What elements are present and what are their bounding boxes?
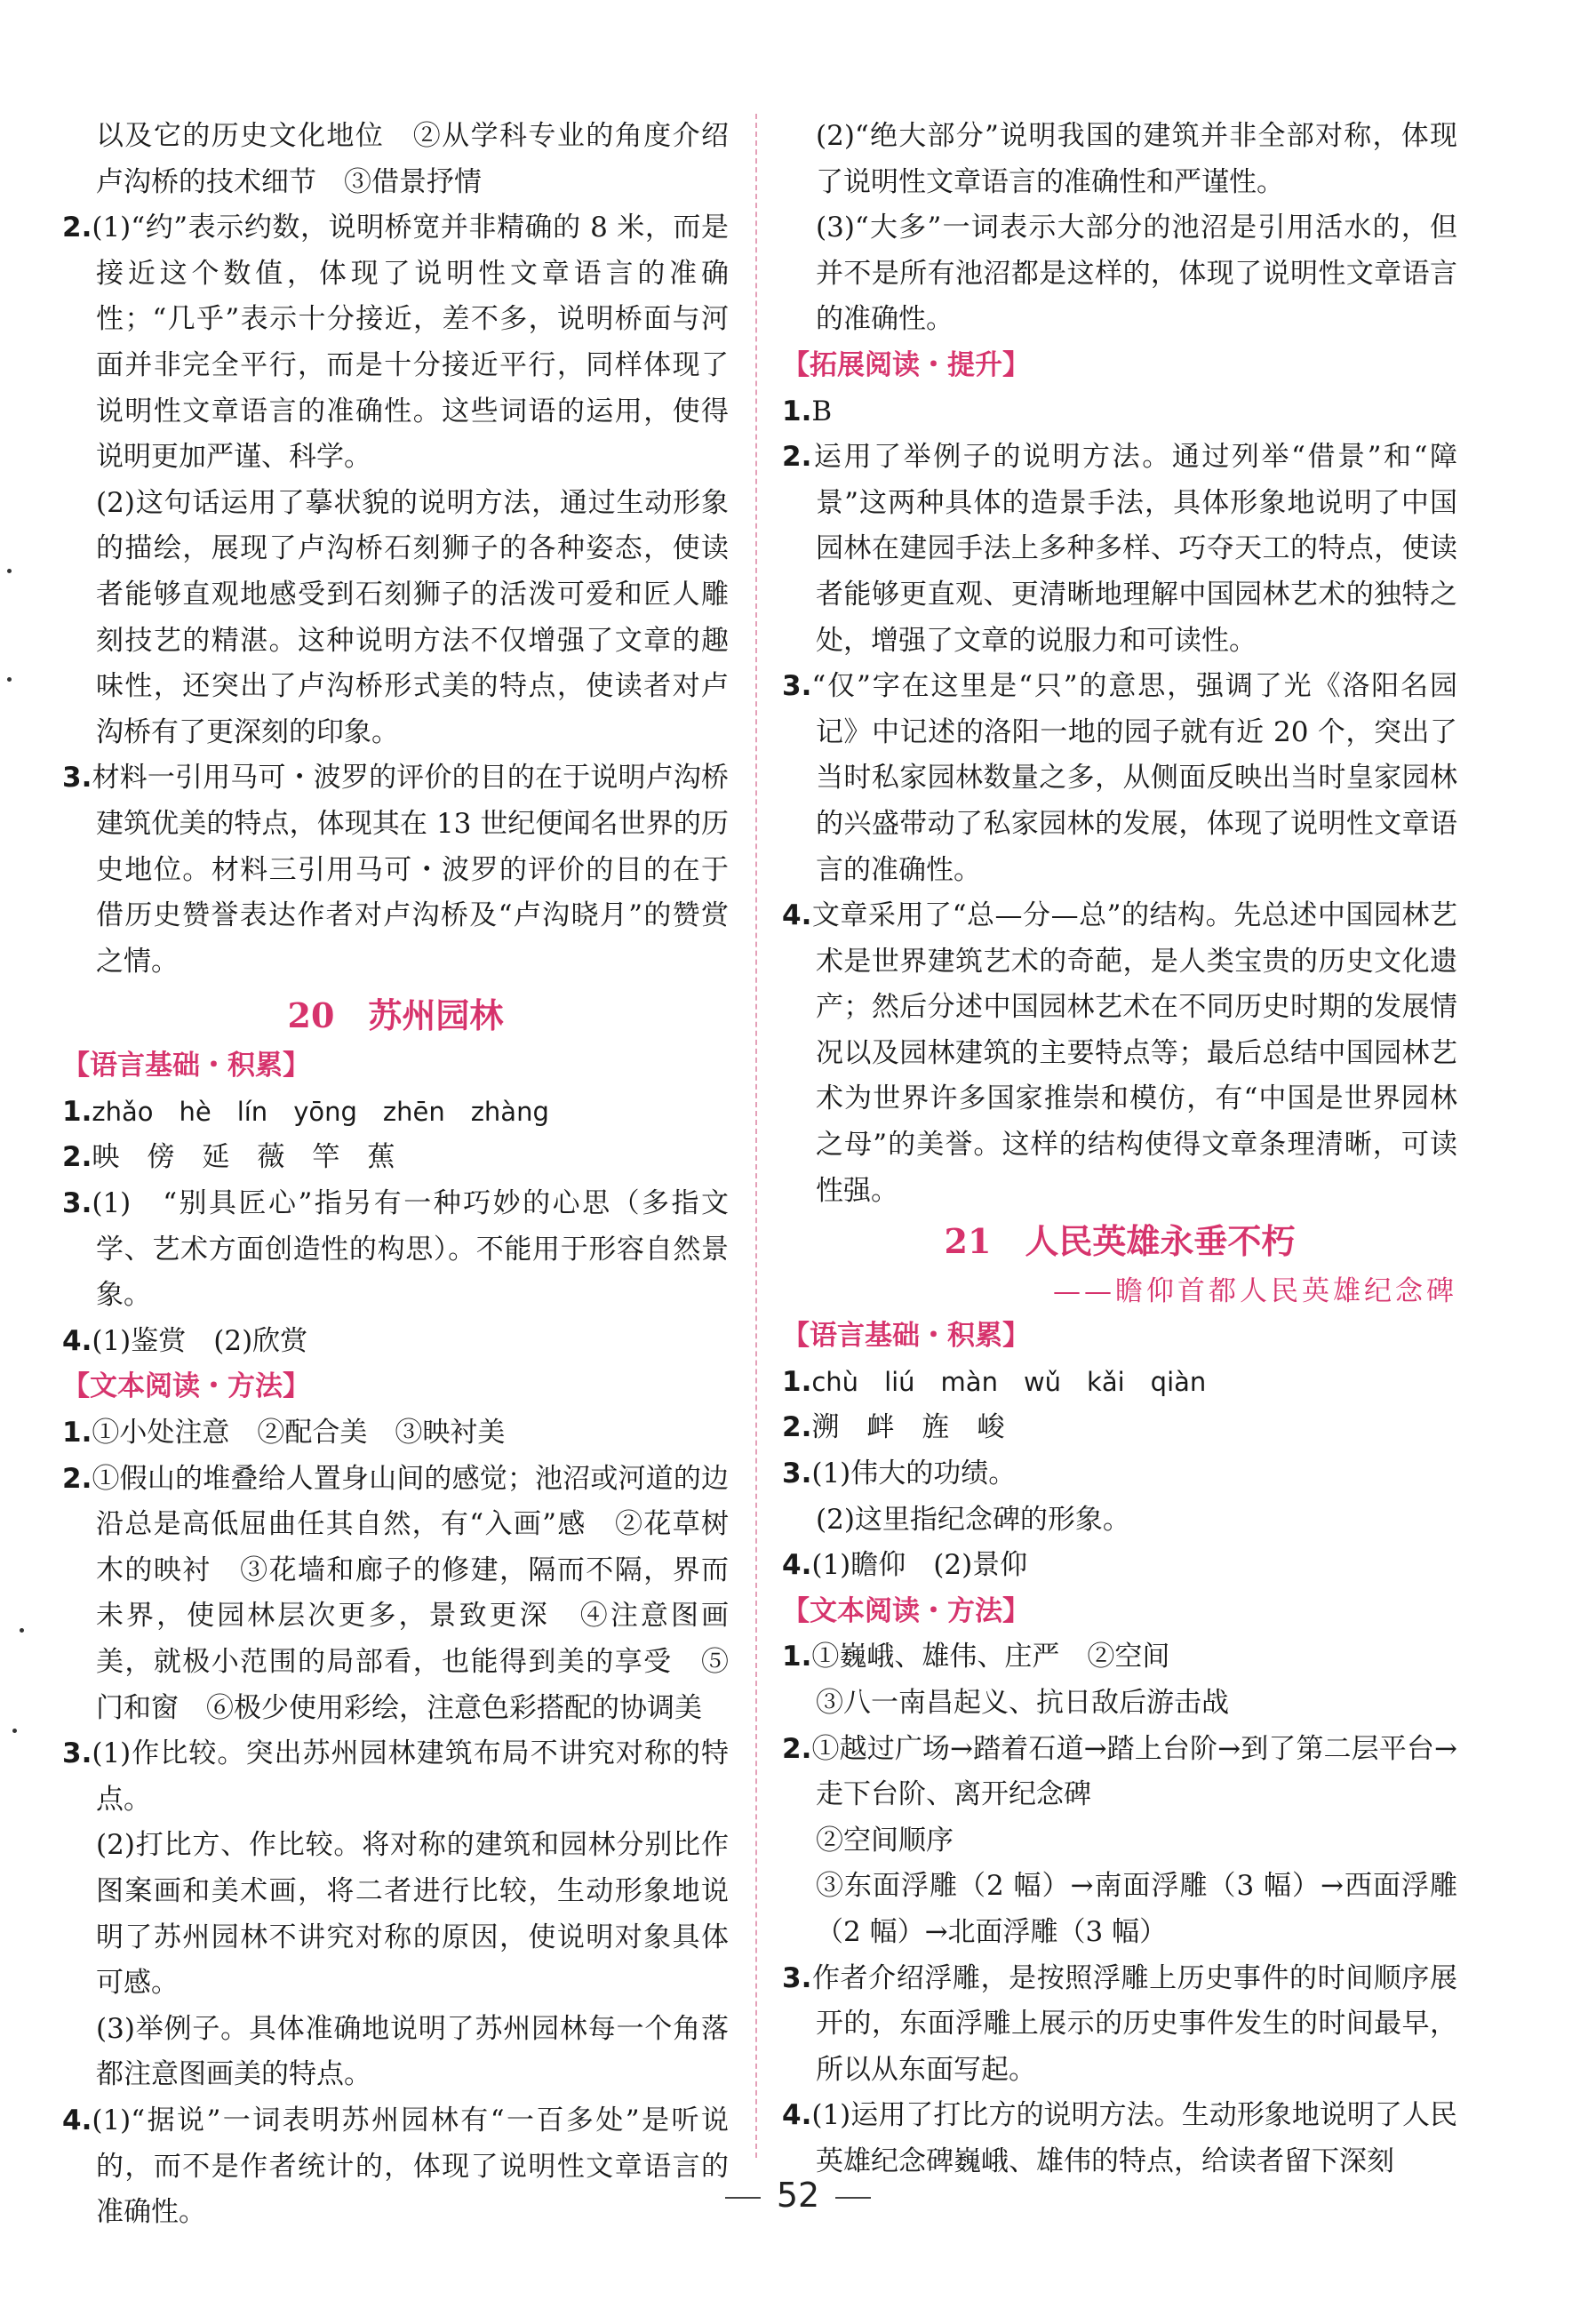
answer-item: 2.①越过广场→踏着石道→踏上台阶→到了第二层平台→走下台阶、离开纪念碑 — [782, 1732, 1457, 1811]
answer-item: 3.材料一引用马可・波罗的评价的目的在于说明卢沟桥建筑优美的特点，体现其在 13 世纪便闻名世界的历史地位。材料三引用马可・波罗的评价的目的在于借历史赞誉表达作者对卢沟桥及“卢沟晓月”的赞赏之情。 — [62, 762, 729, 978]
answer-subitem: ③八一南昌起义、抗日敌后游击战 — [816, 1687, 1229, 1719]
answer-item: 1.B — [782, 395, 833, 427]
answer-item: 1.①巍峨、雄伟、庄严 ②空间 — [782, 1641, 1170, 1673]
page-footer — [0, 2176, 1596, 2215]
answer-item: 4.(1)“据说”一词表明苏州园林有“一百多处”是听说的，而不是作者统计的，体现了说明性文章语言的准确性。 — [62, 2104, 729, 2229]
scan-speck — [20, 1628, 24, 1633]
section-heading: 【拓展阅读・提升】 — [782, 348, 1030, 381]
page-number: 52 — [776, 2176, 820, 2215]
footer-dash — [835, 2197, 871, 2199]
answer-item: 1.zhǎo hè lín yōng zhēn zhàng — [62, 1095, 549, 1128]
lesson-title: 20 苏州园林 — [287, 995, 504, 1036]
answer-item: 2.溯 衅 旌 峻 — [782, 1411, 1005, 1444]
answer-item: 1.chù liú màn wǔ kǎi qiàn — [782, 1365, 1207, 1398]
answer-item: 4.(1)运用了打比方的说明方法。生动形象地说明了人民英雄纪念碑巍峨、雄伟的特点，给读者留下深刻 — [782, 2099, 1457, 2177]
answer-subitem: (3)举例子。具体准确地说明了苏州园林每一个角落都注意图画美的特点。 — [96, 2012, 729, 2091]
answer-subitem: (2)这句话运用了摹状貌的说明方法，通过生动形象的描绘，展现了卢沟桥石刻狮子的各种姿态，使读者能够直观地感受到石刻狮子的活泼可爱和匠人雕刻技艺的精湛。这种说明方法不仅增强了文章的趣味性，还突出了卢沟桥形式美的特点，使读者对卢沟桥有了更深刻的印象。 — [96, 486, 729, 748]
section-heading: 【语言基础・积累】 — [782, 1320, 1030, 1353]
section-heading: 【文本阅读・方法】 — [62, 1370, 310, 1403]
answer-continuation: 以及它的历史文化地位 ②从学科专业的角度介绍卢沟桥的技术细节 ③借景抒情 — [96, 120, 729, 198]
scan-speck — [12, 1729, 17, 1733]
lesson-title: 21 人民英雄永垂不朽 — [944, 1221, 1296, 1262]
section-heading: 【文本阅读・方法】 — [782, 1594, 1030, 1627]
answer-subitem: (2)“绝大部分”说明我国的建筑并非全部对称，体现了说明性文章语言的准确性和严谨性。 — [816, 120, 1457, 198]
answer-item: 2.运用了举例子的说明方法。通过列举“借景”和“障景”这两种具体的造景手法，具体形象地说明了中国园林在建园手法上多种多样、巧夺天工的特点，使读者能够更直观、更清晰地理解中国园林艺术的独特之处，增强了文章的说服力和可读性。 — [782, 441, 1457, 657]
answer-item: 4.文章采用了“总—分—总”的结构。先总述中国园林艺术是世界建筑艺术的奇葩，是人类宝贵的历史文化遗产；然后分述中国园林艺术在不同历史时期的发展情况以及园林建筑的主要特点等；最后总结中国园林艺术为世界许多国家推崇和模仿，有“中国是世界园林之母”的美誉。这样的结构使得文章条理清晰，可读性强。 — [782, 899, 1457, 1207]
answer-item: 1.①小处注意 ②配合美 ③映衬美 — [62, 1417, 506, 1449]
answer-item: 2.(1)“约”表示约数，说明桥宽并非精确的 8 米，而是接近这个数值，体现了说明性文章语言的准确性；“几乎”表示十分接近，差不多，说明桥面与河面并非完全平行，而是十分接近平行，同样体现了说明性文章语言的准确性。这些词语的运用，使得说明更加严谨、科学。 — [62, 212, 729, 474]
right-column — [782, 114, 1457, 2185]
lesson-subtitle: ——瞻仰首都人民英雄纪念碑 — [1053, 1275, 1457, 1308]
answer-item: 3.(1)伟大的功绩。 — [782, 1457, 1017, 1490]
answer-subitem: (3)“大多”一词表示大部分的池沼是引用活水的，但并不是所有池沼都是这样的，体现了说明性文章语言的准确性。 — [816, 212, 1457, 336]
answer-item: 2.映 傍 延 薇 竿 蕉 — [62, 1141, 395, 1174]
answer-subitem: (2)这里指纪念碑的形象。 — [816, 1503, 1130, 1536]
answer-item: 2.①假山的堆叠给人置身山间的感觉；池沼或河道的边沿总是高低屈曲任其自然，有“入画”感 ②花草树木的映衬 ③花墙和廊子的修建，隔而不隔，界而未界，使园林层次更多，景致更深 ④注意图画美，就极小范围的局部看，也能得到美的享受 ⑤门和窗 ⑥极少使用彩绘，注意色彩搭配的协调美 — [62, 1462, 729, 1724]
answer-item: 4.(1)瞻仰 (2)景仰 — [782, 1549, 1028, 1582]
answer-subitem: (2)打比方、作比较。将对称的建筑和园林分别比作图案画和美术画，将二者进行比较，生动形象地说明了苏州园林不讲究对称的原因，使说明对象具体可感。 — [96, 1829, 729, 2000]
answer-subitem: ③东面浮雕（2 幅）→南面浮雕（3 幅）→西面浮雕（2 幅）→北面浮雕（3 幅） — [816, 1870, 1457, 1948]
answer-item: 4.(1)鉴赏 (2)欣赏 — [62, 1324, 308, 1357]
column-divider — [755, 114, 757, 2158]
left-column — [62, 114, 729, 2236]
answer-item: 3.(1)作比较。突出苏州园林建筑布局不讲究对称的特点。 — [62, 1737, 729, 1816]
answer-subitem: ②空间顺序 — [816, 1824, 954, 1857]
answer-item: 3.作者介绍浮雕，是按照浮雕上历史事件的时间顺序展开的，东面浮雕上展示的历史事件发生的时间最早，所以从东面写起。 — [782, 1961, 1457, 2086]
scan-speck — [7, 569, 12, 573]
footer-dash — [725, 2197, 761, 2199]
section-heading: 【语言基础・积累】 — [62, 1050, 310, 1082]
answer-item: 3.“仅”字在这里是“只”的意思，强调了光《洛阳名园记》中记述的洛阳一地的园子就有近 20 个，突出了当时私家园林数量之多，从侧面反映出当时皇家园林的兴盛带动了私家园林的发展，体现了说明性文章语言的准确性。 — [782, 670, 1457, 886]
answer-item: 3.(1) “别具匠心”指另有一种巧妙的心思（多指文学、艺术方面创造性的构思）。不能用于形容自然景象。 — [62, 1187, 729, 1312]
scan-speck — [7, 677, 12, 682]
